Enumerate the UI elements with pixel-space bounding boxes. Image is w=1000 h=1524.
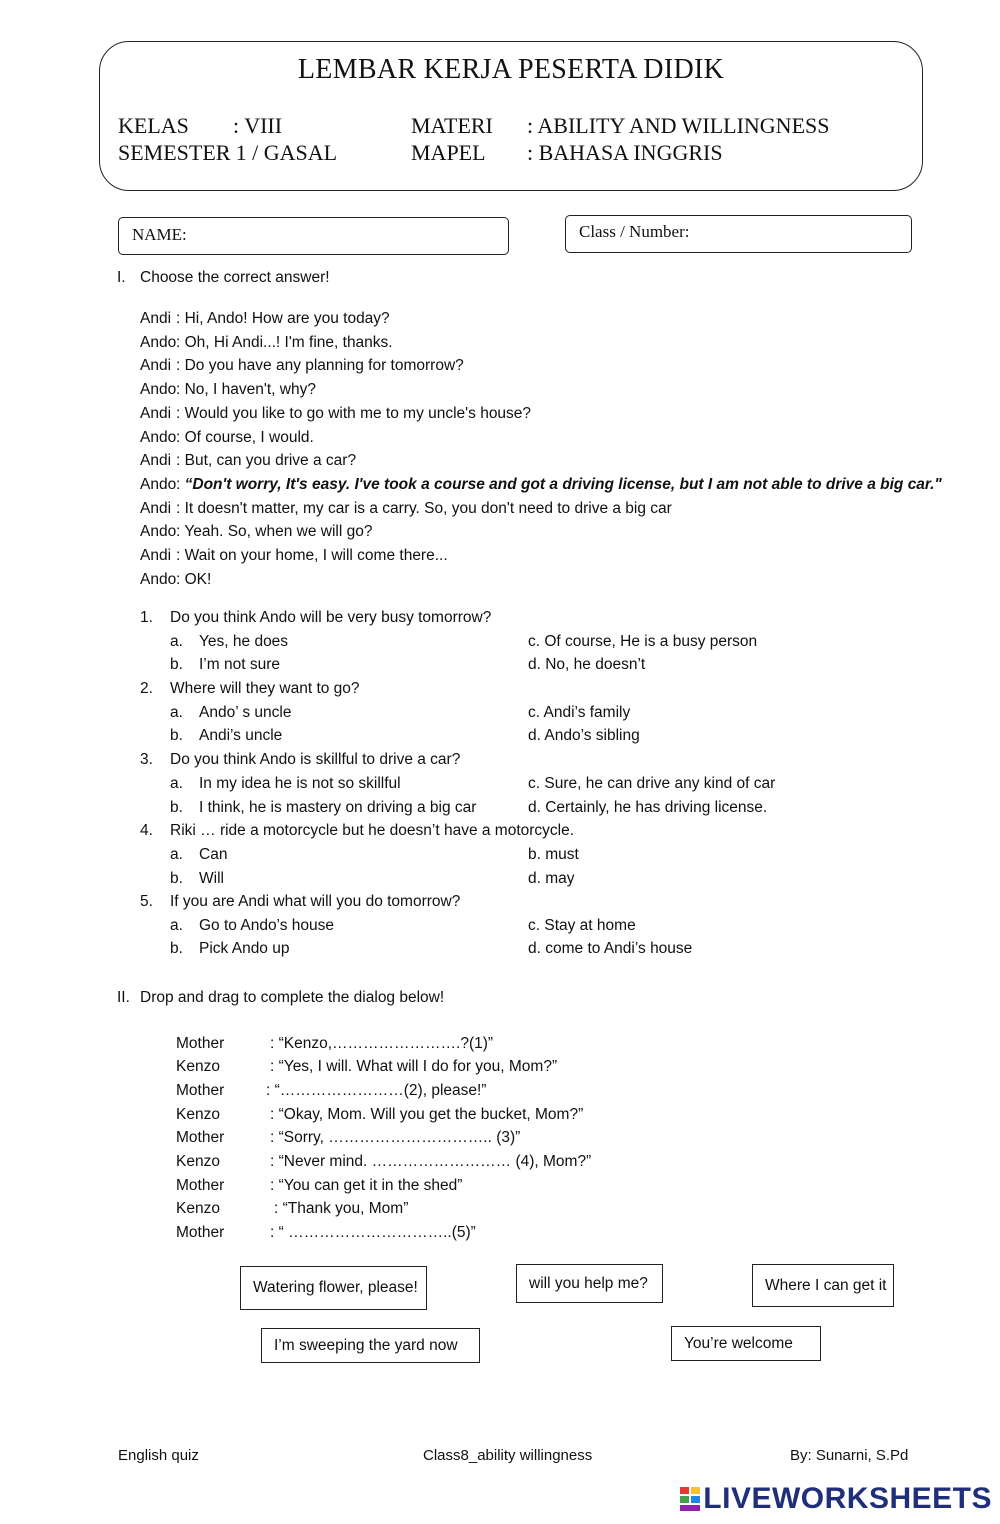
question-number: 5. — [140, 893, 153, 910]
liveworksheets-text: LIVEWORKSHEETS — [703, 1482, 992, 1515]
option-a[interactable]: Can — [199, 846, 228, 863]
dialog-line: Andi : Do you have any planning for tomorrow? — [140, 357, 464, 375]
section2-instruction: Drop and drag to complete the dialog below! — [140, 989, 445, 1006]
option-c[interactable]: c. Andi’s family — [528, 704, 631, 721]
liveworksheets-icon — [679, 1486, 701, 1512]
dialog-line: Ando: “Don't worry, It's easy. I've took a course and got a driving license, but I am not able to drive a big car." — [140, 475, 942, 493]
section2-number: II. — [117, 989, 130, 1006]
question-text: Do you think Ando is skillful to drive a car? — [170, 751, 461, 768]
name-field[interactable] — [118, 217, 509, 255]
answer-youre-welcome[interactable]: You’re welcome — [671, 1326, 821, 1361]
dialog-speaker: Mother — [176, 1035, 225, 1052]
option-b[interactable]: Andi’s uncle — [199, 727, 283, 744]
dialog-text: : “Never mind. ……………………… (4), Mom?” — [270, 1153, 592, 1170]
dialog-line: Andi : Would you like to go with me to my uncle's house? — [140, 404, 532, 422]
option-d[interactable]: d. Ando’s sibling — [528, 727, 640, 744]
section1-number: I. — [117, 269, 126, 286]
materi-value: : ABILITY AND WILLINGNESS — [527, 113, 830, 138]
dialog-speaker: Mother — [176, 1129, 225, 1146]
option-c[interactable]: c. Stay at home — [528, 917, 636, 934]
option-b[interactable]: Will — [199, 870, 224, 887]
dialog-line: Ando: OK! — [140, 570, 212, 588]
option-letter: b. — [170, 940, 183, 957]
dialog-speaker: Mother — [176, 1082, 225, 1099]
option-letter: b. — [170, 870, 183, 887]
option-a[interactable]: In my idea he is not so skillful — [199, 775, 401, 792]
answer-watering-flower[interactable]: Watering flower, please! — [240, 1266, 427, 1310]
option-d[interactable]: d. No, he doesn’t — [528, 656, 646, 673]
section1-instruction: Choose the correct answer! — [140, 269, 330, 286]
dialog-speaker: Mother — [176, 1224, 225, 1241]
emphasized-quote: “Don't worry, It's easy. I've took a course and got a driving license, but I am not able to drive a big car." — [184, 475, 942, 493]
dialog-line: Andi : Hi, Ando! How are you today? — [140, 310, 390, 327]
option-a[interactable]: Yes, he does — [199, 633, 289, 650]
dialog-speaker: Kenzo — [176, 1058, 220, 1075]
dialog-text: : “Thank you, Mom” — [274, 1200, 409, 1217]
option-letter: b. — [170, 656, 183, 673]
option-letter: a. — [170, 917, 183, 934]
name-label: NAME: — [132, 225, 187, 244]
option-c[interactable]: b. must — [528, 846, 579, 863]
dialog-line: Ando: Yeah. So, when we will go? — [140, 523, 373, 541]
mapel-value: : BAHASA INGGRIS — [527, 140, 723, 165]
answer-sweeping-yard[interactable]: I’m sweeping the yard now — [261, 1328, 480, 1363]
question-number: 4. — [140, 822, 153, 839]
option-letter: a. — [170, 704, 183, 721]
option-c[interactable]: c. Sure, he can drive any kind of car — [528, 775, 776, 792]
option-d[interactable]: d. Certainly, he has driving license. — [528, 799, 768, 816]
option-letter: a. — [170, 775, 183, 792]
answer-will-you-help-me[interactable]: will you help me? — [516, 1264, 663, 1303]
question-text: Do you think Ando will be very busy tomorrow? — [170, 609, 492, 626]
dialog-line: Ando: No, I haven't, why? — [140, 381, 316, 399]
footer-center: Class8_ability willingness — [423, 1447, 593, 1464]
section1-dialog — [140, 307, 942, 591]
option-letter: b. — [170, 799, 183, 816]
kelas-label: KELAS — [118, 113, 189, 138]
worksheet-title: LEMBAR KERJA PESERTA DIDIK — [297, 54, 725, 85]
option-b[interactable]: I think, he is mastery on driving a big car — [199, 799, 477, 816]
question-text: Riki … ride a motorcycle but he doesn’t have a motorcycle. — [170, 822, 575, 839]
option-letter: b. — [170, 727, 183, 744]
semester-label: SEMESTER — [118, 140, 231, 165]
dialog-text: : “Yes, I will. What will I do for you, Mom?” — [270, 1058, 558, 1075]
option-a[interactable]: Go to Ando’s house — [199, 917, 335, 934]
dialog-text: : “Okay, Mom. Will you get the bucket, Mom?” — [270, 1106, 584, 1123]
materi-label: MATERI — [411, 113, 493, 138]
mapel-label: MAPEL — [411, 140, 486, 165]
dialog-text: : “Kenzo,…………………….?(1)” — [270, 1035, 494, 1052]
liveworksheets-logo[interactable] — [679, 1482, 992, 1516]
dialog-text: : “You can get it in the shed” — [270, 1177, 463, 1194]
option-letter: a. — [170, 846, 183, 863]
question-text: If you are Andi what will you do tomorrow? — [170, 893, 461, 910]
option-d[interactable]: d. may — [528, 870, 575, 887]
class-number-field[interactable] — [565, 215, 912, 253]
option-b[interactable]: Pick Ando up — [199, 940, 290, 957]
question-number: 3. — [140, 751, 153, 768]
question-number: 2. — [140, 680, 153, 697]
footer-right: By: Sunarni, S.Pd — [790, 1447, 909, 1464]
question-text: Where will they want to go? — [170, 680, 360, 697]
semester-value: : 1 / GASAL — [224, 140, 338, 165]
answer-where-i-can-get-it[interactable]: Where I can get it — [752, 1264, 894, 1307]
option-b[interactable]: I’m not sure — [199, 656, 280, 673]
class-number-label: Class / Number: — [579, 222, 690, 241]
dialog-line: Andi : It doesn't matter, my car is a carry. So, you don't need to drive a big car — [140, 499, 672, 517]
dialog-text: : “ …………………………..(5)” — [270, 1224, 476, 1241]
dialog-speaker: Mother — [176, 1177, 225, 1194]
dialog-text: : “Sorry, ………………………….. (3)” — [270, 1129, 521, 1146]
dialog-speaker: Kenzo — [176, 1153, 220, 1170]
dialog-line: Ando: Oh, Hi Andi...! I'm fine, thanks. — [140, 333, 393, 351]
question-number: 1. — [140, 609, 153, 626]
option-a[interactable]: Ando’ s uncle — [199, 704, 292, 721]
dialog-text: : “……………………(2), please!” — [266, 1082, 487, 1099]
dialog-speaker: Kenzo — [176, 1200, 220, 1217]
dialog-line: Andi : But, can you drive a car? — [140, 452, 357, 470]
option-d[interactable]: d. come to Andi’s house — [528, 940, 693, 957]
kelas-value: : VIII — [233, 113, 283, 138]
dialog-line: Ando: Of course, I would. — [140, 428, 314, 446]
footer-left: English quiz — [118, 1447, 199, 1464]
dialog-speaker: Kenzo — [176, 1106, 220, 1123]
dialog-line: Andi : Wait on your home, I will come there... — [140, 547, 448, 565]
option-letter: a. — [170, 633, 183, 650]
option-c[interactable]: c. Of course, He is a busy person — [528, 633, 758, 650]
